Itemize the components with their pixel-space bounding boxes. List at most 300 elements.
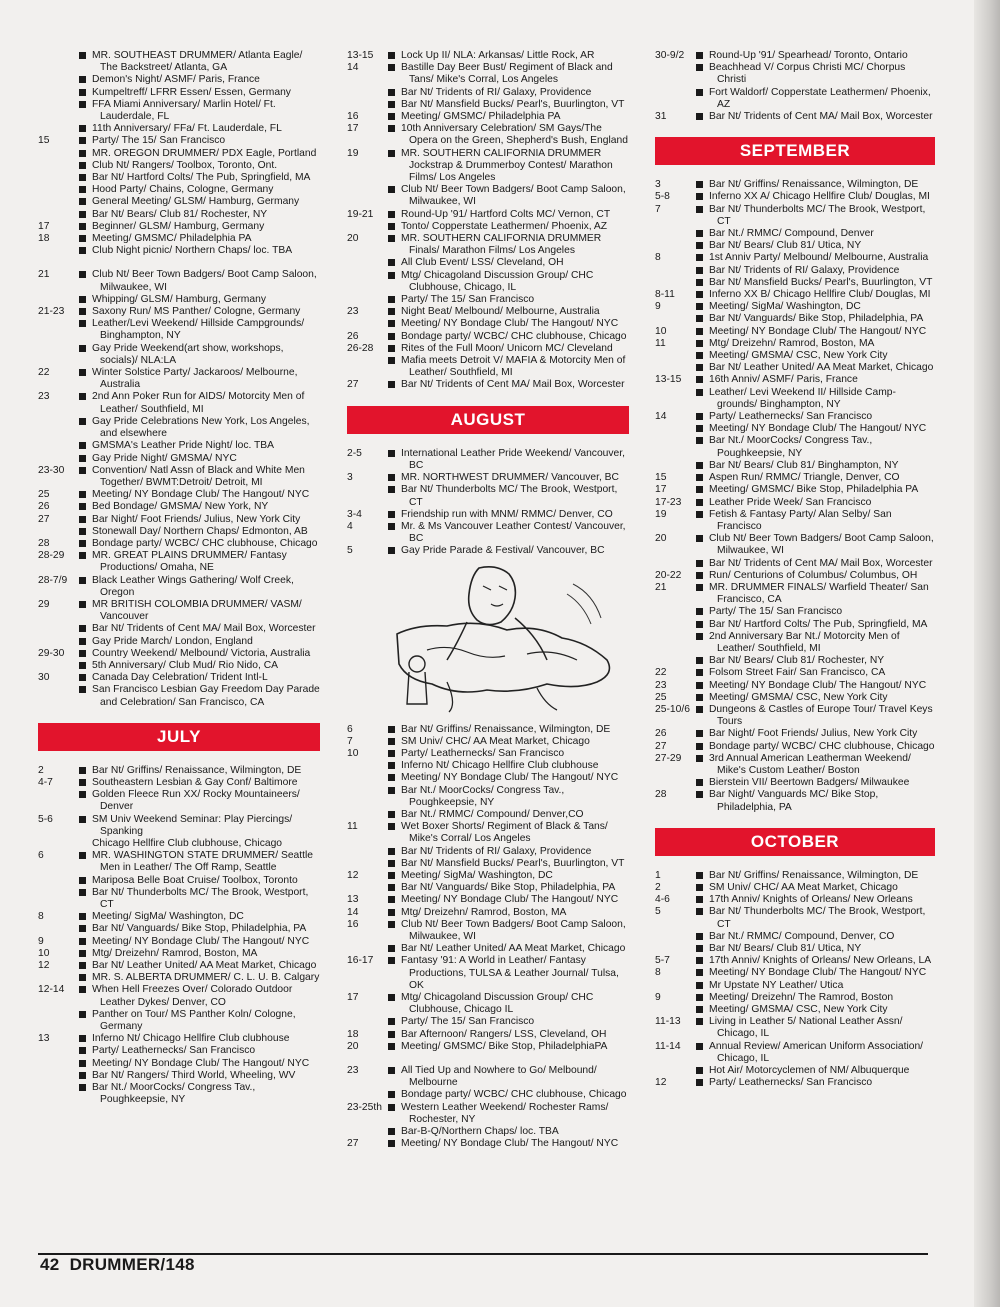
bullet-square-icon	[695, 943, 709, 955]
event-entry	[655, 931, 935, 943]
event-date: 19	[655, 508, 667, 520]
event-text: MR. NORTHWEST DRUMMER/ Vancouver, BC	[401, 472, 619, 484]
event-text: Gay Pride Weekend(art show, workshops, socials)/ NLA:LA	[92, 342, 284, 366]
bullet-square-icon	[387, 318, 401, 330]
bullet-square-icon	[695, 411, 709, 423]
event-text: Chicago Hellfire Club clubhouse, Chicago	[92, 837, 283, 849]
bullet-square-icon	[78, 887, 92, 899]
event-entry	[655, 301, 935, 313]
event-text: Meeting/ NY Bondage Club/ The Hangout/ NYC	[401, 894, 619, 906]
bullet-square-icon	[695, 387, 709, 399]
event-text: Inferno XX B/ Chicago Hellfire Club/ Douglas, MI	[709, 289, 931, 301]
event-entry	[655, 111, 935, 123]
event-entry	[347, 882, 629, 894]
event-entry	[347, 379, 629, 391]
event-entry	[655, 423, 935, 435]
event-date: 16-17	[347, 955, 374, 967]
event-text: Meeting/ NY Bondage Club/ The Hangout/ NYC	[709, 423, 927, 435]
event-date: 5	[655, 906, 661, 918]
event-entry	[655, 411, 935, 423]
bullet-square-icon	[387, 50, 401, 62]
bullet-square-icon	[695, 931, 709, 943]
bullet-square-icon	[387, 521, 401, 533]
event-entry	[38, 575, 320, 599]
event-entry	[38, 87, 320, 99]
event-entry	[347, 184, 629, 208]
event-date: 26	[347, 330, 359, 342]
event-text: Party/ Leathernecks/ San Francisco	[709, 411, 873, 423]
event-text: Bar Nt./ RMMC/ Compound, Denver, CO	[709, 930, 895, 942]
event-text: Country Weekend/ Melbound/ Victoria, Australia	[92, 647, 311, 659]
event-date: 17	[347, 991, 359, 1003]
bullet-square-icon	[78, 1009, 92, 1021]
event-text: Bar Afternoon/ Rangers/ LSS, Cleveland, OH	[401, 1028, 607, 1040]
bullet-square-icon	[387, 760, 401, 772]
bullet-square-icon	[387, 1102, 401, 1114]
event-date: 27	[38, 513, 50, 525]
bullet-square-icon	[387, 992, 401, 1004]
event-entry	[38, 440, 320, 452]
event-entry	[655, 435, 935, 459]
event-entry	[38, 887, 320, 911]
bullet-square-icon	[387, 331, 401, 343]
event-entry	[347, 448, 629, 472]
event-text: Club Nt/ Beer Town Badgers/ Boot Camp Saloon, Milwaukee, WI	[401, 184, 626, 208]
bullet-square-icon	[387, 772, 401, 784]
event-text: Hood Party/ Chains, Cologne, Germany	[92, 184, 274, 196]
event-date: 9	[655, 301, 661, 313]
bullet-square-icon	[78, 209, 92, 221]
bullet-square-icon	[78, 123, 92, 135]
bullet-square-icon	[78, 172, 92, 184]
bullet-square-icon	[695, 1065, 709, 1077]
event-text: Bar-B-Q/Northern Chaps/ loc. TBA	[401, 1126, 559, 1138]
event-entry	[38, 233, 320, 245]
event-text: Bar Nt/ Thunderbolts MC/ The Brook, Westport, CT	[709, 203, 926, 227]
event-entry	[655, 87, 935, 111]
bullet-square-icon	[695, 619, 709, 631]
event-text: Bar Nt/ Griffins/ Renaissance, Wilmington, DE	[92, 764, 302, 776]
bullet-square-icon	[78, 160, 92, 172]
event-text: MR. SOUTHERN CALIFORNIA DRUMMER Jockstrap & Drummerboy Contest/ Marathon Films/ Los Angeles	[401, 147, 613, 184]
event-text: Bar Nt./ MoorCocks/ Congress Tav., Poughkeepsie, NY	[401, 784, 565, 808]
event-entry	[655, 692, 935, 704]
event-text: Meeting/ NY Bondage Club/ The Hangout/ NYC	[401, 772, 619, 784]
event-date: 20	[347, 1040, 359, 1052]
event-entry	[38, 684, 320, 708]
event-entry	[655, 204, 935, 228]
event-entry	[347, 894, 629, 906]
event-date: 12	[347, 869, 359, 881]
event-entry	[347, 955, 629, 992]
event-entry	[347, 772, 629, 784]
bullet-square-icon	[78, 135, 92, 147]
event-text: Bar Nt/ Hartford Colts/ The Pub, Springfield, MA	[709, 618, 928, 630]
event-entry	[347, 809, 629, 821]
bullet-square-icon	[78, 416, 92, 428]
event-date: 2	[655, 881, 661, 893]
bullet-square-icon	[78, 777, 92, 789]
bullet-square-icon	[387, 111, 401, 123]
event-text: Gay Pride Celebrations New York, Los Angeles, and elsewhere	[92, 415, 310, 440]
bullet-square-icon	[78, 184, 92, 196]
event-text: MR. WASHINGTON STATE DRUMMER/ Seattle Men in Leather/ The Off Ramp, Seattle	[92, 850, 314, 874]
event-text: Club Nt/ Beer Town Badgers/ Boot Camp Saloon, Milwaukee, WI	[401, 918, 626, 942]
event-entry	[655, 619, 935, 631]
event-date: 28	[38, 537, 50, 549]
event-entry	[347, 318, 629, 330]
event-text: Bar Nt./ RMMC/ Compound, Denver	[709, 228, 874, 240]
month-banner-september: SEPTEMBER	[655, 137, 935, 165]
event-text: 2nd Ann Poker Run for AIDS/ Motorcity Men of Leather/ Southfield, MI	[92, 391, 305, 415]
event-entry	[655, 228, 935, 240]
event-date: 28-7/9	[38, 574, 68, 586]
event-entry	[38, 648, 320, 660]
bullet-square-icon	[695, 509, 709, 521]
event-entry	[347, 472, 629, 484]
event-entry	[38, 526, 320, 538]
event-date: 13-15	[655, 374, 682, 386]
event-entry	[38, 294, 320, 306]
event-entry	[38, 972, 320, 984]
event-text: Bar Nt./ RMMC/ Compound/ Denver,CO	[401, 808, 584, 820]
event-text: Bar Nt/ Mansfield Bucks/ Pearl's, Buurlington, VT	[401, 98, 625, 110]
event-text: Bar Nt/ Thunderbolts MC/ The Brook, Westport, CT	[709, 906, 926, 930]
event-text: Inferno Nt/ Chicago Hellfire Club clubhouse	[401, 760, 599, 772]
event-entry	[347, 343, 629, 355]
event-entry	[655, 338, 935, 350]
bullet-square-icon	[695, 374, 709, 386]
bullet-square-icon	[695, 265, 709, 277]
event-entry	[655, 240, 935, 252]
bullet-square-icon	[387, 62, 401, 74]
event-entry	[38, 269, 320, 293]
bullet-square-icon	[387, 355, 401, 367]
event-text: Tonto/ Copperstate Leathermen/ Phoenix, AZ	[401, 220, 608, 232]
bullet-square-icon	[78, 875, 92, 887]
bullet-square-icon	[695, 1004, 709, 1016]
event-text: Panther on Tour/ MS Panther Koln/ Cologne, Germany	[92, 1008, 296, 1033]
bullet-square-icon	[387, 448, 401, 460]
event-entry	[38, 465, 320, 489]
bullet-square-icon	[78, 814, 92, 826]
event-text: Bar Nt/ Bears/ Club 81/ Utica, NY	[709, 943, 862, 954]
bullet-square-icon	[78, 233, 92, 245]
event-text: Leather/Levi Weekend/ Hillside Campgrounds/ Binghampton, NY	[92, 318, 305, 342]
event-text: Annual Review/ American Uniform Association/ Chicago, IL	[709, 1040, 924, 1064]
bullet-square-icon	[387, 1065, 401, 1077]
event-date: 16	[347, 918, 359, 930]
event-entry	[655, 313, 935, 325]
event-entry	[38, 936, 320, 948]
bullet-square-icon	[695, 277, 709, 289]
bullet-square-icon	[387, 209, 401, 221]
bullet-square-icon	[695, 326, 709, 338]
event-date: 13	[38, 1033, 50, 1045]
bullet-square-icon	[387, 87, 401, 99]
bullet-square-icon	[695, 484, 709, 496]
event-entry	[38, 123, 320, 135]
event-entry	[347, 50, 629, 62]
event-entry	[655, 460, 935, 472]
event-date: 13	[347, 894, 359, 906]
bullet-square-icon	[387, 724, 401, 736]
event-entry	[347, 992, 629, 1016]
event-text: Party/ Leathernecks/ San Francisco	[401, 747, 565, 759]
bullet-square-icon	[78, 660, 92, 672]
bullet-square-icon	[695, 955, 709, 967]
event-text: MR. OREGON DRUMMER/ PDX Eagle, Portland	[92, 147, 317, 159]
event-text: Meeting/ NY Bondage Club/ The Hangout/ NYC	[401, 318, 619, 330]
event-text: Inferno XX A/ Chicago Hellfire Club/ Douglas, MI	[709, 191, 930, 203]
bullet-square-icon	[695, 631, 709, 643]
event-entry	[38, 1045, 320, 1057]
event-entry	[347, 509, 629, 521]
bullet-square-icon	[387, 821, 401, 833]
event-entry	[655, 374, 935, 386]
bullet-square-icon	[387, 736, 401, 748]
event-entry	[347, 858, 629, 870]
event-text: Bar Nt/ Bears/ Club 81/ Rochester, NY	[92, 208, 268, 220]
event-text: Bar Night/ Vanguards MC/ Bike Stop, Philadelphia, PA	[709, 789, 879, 813]
event-entry	[347, 87, 629, 99]
bullet-square-icon	[695, 753, 709, 765]
event-text: Dungeons & Castles of Europe Tour/ Travel Keys Tours	[709, 703, 933, 728]
event-text: Meeting/ NY Bondage Club/ The Hangout/ NYC	[401, 1138, 619, 1150]
event-date: 17-23	[655, 496, 682, 508]
event-entry	[655, 252, 935, 264]
bullet-square-icon	[695, 570, 709, 582]
bullet-square-icon	[695, 350, 709, 362]
event-entry	[38, 1058, 320, 1070]
event-text: Bar Nt/ Hartford Colts/ The Pub, Springfield, MA	[92, 172, 311, 184]
event-entry	[655, 667, 935, 679]
event-text: Round-Up '91/ Hartford Colts MC/ Vernon, CT	[401, 208, 611, 220]
bullet-square-icon	[78, 294, 92, 306]
bullet-square-icon	[78, 765, 92, 777]
bullet-square-icon	[695, 870, 709, 882]
bullet-square-icon	[387, 785, 401, 797]
event-text: Fetish & Fantasy Party/ Alan Selby/ San Francisco	[709, 508, 892, 532]
event-text: Meeting/ SigMa/ Washington, DC	[92, 911, 244, 923]
bullet-square-icon	[387, 870, 401, 882]
event-text: Bar Nt/ Mansfield Bucks/ Pearl's, Buurlington, VT	[709, 276, 933, 288]
bullet-square-icon	[78, 514, 92, 526]
event-date: 14	[347, 62, 359, 74]
event-text: 5th Anniversary/ Club Mud/ Rio Nido, CA	[92, 659, 278, 671]
event-entry	[347, 111, 629, 123]
bullet-square-icon	[387, 943, 401, 955]
event-date: 8	[655, 252, 661, 264]
event-date: 18	[347, 1028, 359, 1040]
page-edge	[974, 0, 1000, 1307]
event-date: 4-6	[655, 894, 670, 906]
event-text: Meeting/ NY Bondage Club/ The Hangout/ NYC	[709, 967, 927, 979]
column-2	[347, 50, 629, 1150]
event-entry	[38, 514, 320, 526]
event-text: Party/ Leathernecks/ San Francisco	[709, 1077, 873, 1089]
bullet-square-icon	[78, 599, 92, 611]
event-date: 23	[347, 306, 359, 318]
event-entry	[38, 623, 320, 635]
event-entry	[347, 99, 629, 111]
page-footer	[40, 1255, 195, 1275]
event-entry	[655, 533, 935, 557]
bullet-square-icon	[695, 680, 709, 692]
bullet-square-icon	[78, 684, 92, 696]
bullet-square-icon	[387, 472, 401, 484]
event-text: Gay Pride March/ London, England	[92, 635, 253, 647]
event-date: 14	[655, 411, 667, 423]
event-entry	[655, 753, 935, 777]
event-date: 23-25th	[347, 1101, 382, 1113]
event-entry	[347, 785, 629, 809]
bullet-square-icon	[695, 472, 709, 484]
event-entry	[38, 160, 320, 172]
bullet-square-icon	[695, 906, 709, 918]
bullet-square-icon	[78, 306, 92, 318]
event-entry	[655, 680, 935, 692]
bullet-square-icon	[695, 789, 709, 801]
event-text: Meeting/ GMSMC/ Philadelphia PA	[401, 111, 561, 123]
column-3	[655, 50, 935, 1089]
bullet-square-icon	[695, 728, 709, 740]
illustration	[387, 564, 617, 714]
event-entry	[655, 472, 935, 484]
bullet-square-icon	[78, 972, 92, 984]
event-text: Meeting/ GMSMA/ CSC, New York City	[709, 1004, 888, 1016]
event-date: 19	[347, 147, 359, 159]
magazine-issue: DRUMMER/148	[69, 1255, 195, 1274]
bullet-square-icon	[695, 980, 709, 992]
event-date: 8-11	[655, 289, 675, 301]
event-date: 7	[347, 735, 353, 747]
event-text: 3rd Annual American Leatherman Weekend/ Mike's Custom Leather/ Boston	[709, 752, 911, 776]
bullet-square-icon	[695, 362, 709, 374]
event-date: 29-30	[38, 647, 65, 659]
event-text: Living in Leather 5/ National Leather Assn/ Chicago, IL	[709, 1016, 903, 1040]
event-text: Bar Nt/ Mansfield Bucks/ Pearl's, Buurlington, VT	[401, 857, 625, 869]
event-date: 2	[38, 764, 44, 776]
bullet-square-icon	[695, 50, 709, 62]
event-entry	[655, 777, 935, 789]
event-text: Bondage party/ WCBC/ CHC clubhouse, Chicago	[92, 537, 318, 549]
event-text: Convention/ Natl Assn of Black and White Men Together/ BWMT:Detroit/ Detroit, MI	[92, 464, 305, 488]
event-text: Gay Pride Parade & Festival/ Vancouver, BC	[401, 545, 605, 557]
event-text: Bar Nt/ Vanguards/ Bike Stop, Philadelphia, PA	[709, 313, 924, 325]
event-date: 7	[655, 203, 661, 215]
bullet-square-icon	[695, 582, 709, 594]
event-date: 27	[347, 379, 359, 391]
event-date: 18	[38, 233, 50, 245]
event-date: 10	[655, 325, 667, 337]
bullet-square-icon	[78, 245, 92, 257]
event-date: 3	[655, 179, 661, 191]
bullet-square-icon	[695, 692, 709, 704]
event-entry	[655, 1016, 935, 1040]
event-date: 27	[655, 740, 667, 752]
event-entry	[38, 1070, 320, 1082]
event-entry	[655, 882, 935, 894]
event-entry	[347, 484, 629, 508]
event-text: Bar Nt/ Tridents of RI/ Galaxy, Providence	[401, 845, 592, 857]
event-text: Bar Nt/ Tridents of Cent MA/ Mail Box, Worcester	[709, 111, 933, 123]
event-text: Club Nt/ Beer Town Badgers/ Boot Camp Saloon, Milwaukee, WI	[92, 269, 317, 293]
event-date: 8	[38, 911, 44, 923]
event-entry	[655, 655, 935, 667]
bullet-square-icon	[78, 148, 92, 160]
event-entry	[655, 1065, 935, 1077]
bullet-square-icon	[695, 894, 709, 906]
bullet-square-icon	[78, 489, 92, 501]
event-entry	[655, 992, 935, 1004]
event-entry	[655, 1041, 935, 1065]
event-text: Bar Nt/ Tridents of RI/ Galaxy, Providence	[709, 264, 900, 276]
event-entry	[655, 497, 935, 509]
event-date: 26	[38, 501, 50, 513]
event-text: When Hell Freezes Over/ Colorado Outdoor Leather Dykes/ Denver, CO	[92, 984, 293, 1008]
bullet-square-icon	[387, 955, 401, 967]
event-text: FFA Miami Anniversary/ Marlin Hotel/ Ft. Lauderdale, FL	[92, 98, 276, 123]
bullet-square-icon	[78, 391, 92, 403]
bullet-square-icon	[695, 87, 709, 99]
event-entry	[655, 606, 935, 618]
event-text: Leather/ Levi Weekend II/ Hillside Camp-grounds/ Binghampton, NY	[709, 386, 896, 410]
event-entry	[347, 294, 629, 306]
event-text: All Club Event/ LSS/ Cleveland, OH	[401, 257, 564, 269]
bullet-square-icon	[695, 289, 709, 301]
event-date: 2-5	[347, 447, 362, 459]
bullet-square-icon	[78, 440, 92, 452]
event-date: 15	[655, 472, 667, 484]
bullet-square-icon	[387, 221, 401, 233]
bullet-square-icon	[78, 1045, 92, 1057]
event-date: 23	[347, 1065, 359, 1076]
event-date: 5	[347, 545, 353, 557]
event-text: Lock Up II/ NLA: Arkansas/ Little Rock, AR	[401, 50, 595, 61]
bullet-square-icon	[695, 704, 709, 716]
event-entry	[347, 736, 629, 748]
bullet-square-icon	[78, 343, 92, 355]
event-text: Golden Fleece Run XX/ Rocky Mountaineers/ Denver	[92, 789, 300, 813]
event-entry	[38, 391, 320, 415]
bullet-square-icon	[387, 748, 401, 760]
bullet-square-icon	[78, 550, 92, 562]
event-entry	[38, 660, 320, 672]
event-text: Mtg/ Dreizehn/ Ramrod, Boston, MA	[709, 337, 875, 349]
event-text: 10th Anniversary Celebration/ SM Gays/The Opera on the Green, Shepherd's Bush, England	[401, 123, 628, 147]
event-entry	[655, 484, 935, 496]
bullet-square-icon	[78, 269, 92, 281]
event-entry	[347, 355, 629, 379]
event-entry	[38, 1082, 320, 1106]
bullet-square-icon	[387, 257, 401, 269]
bullet-square-icon	[78, 911, 92, 923]
event-text: Run/ Centurions of Columbus/ Columbus, OH	[709, 569, 918, 581]
event-entry	[347, 1041, 629, 1053]
event-entry	[347, 521, 629, 545]
column-1	[38, 50, 320, 1106]
event-entry	[347, 545, 629, 557]
event-date: 31	[655, 111, 667, 123]
bullet-square-icon	[78, 636, 92, 648]
bullet-square-icon	[695, 1077, 709, 1089]
event-text: Bar Nt/ Tridents of RI/ Galaxy, Providence	[401, 86, 592, 98]
event-entry	[38, 599, 320, 623]
bullet-square-icon	[78, 960, 92, 972]
event-text: MR. SOUTHEAST DRUMMER/ Atlanta Eagle/ The Backstreet/ Atlanta, GA	[92, 50, 303, 74]
event-entry	[38, 99, 320, 123]
